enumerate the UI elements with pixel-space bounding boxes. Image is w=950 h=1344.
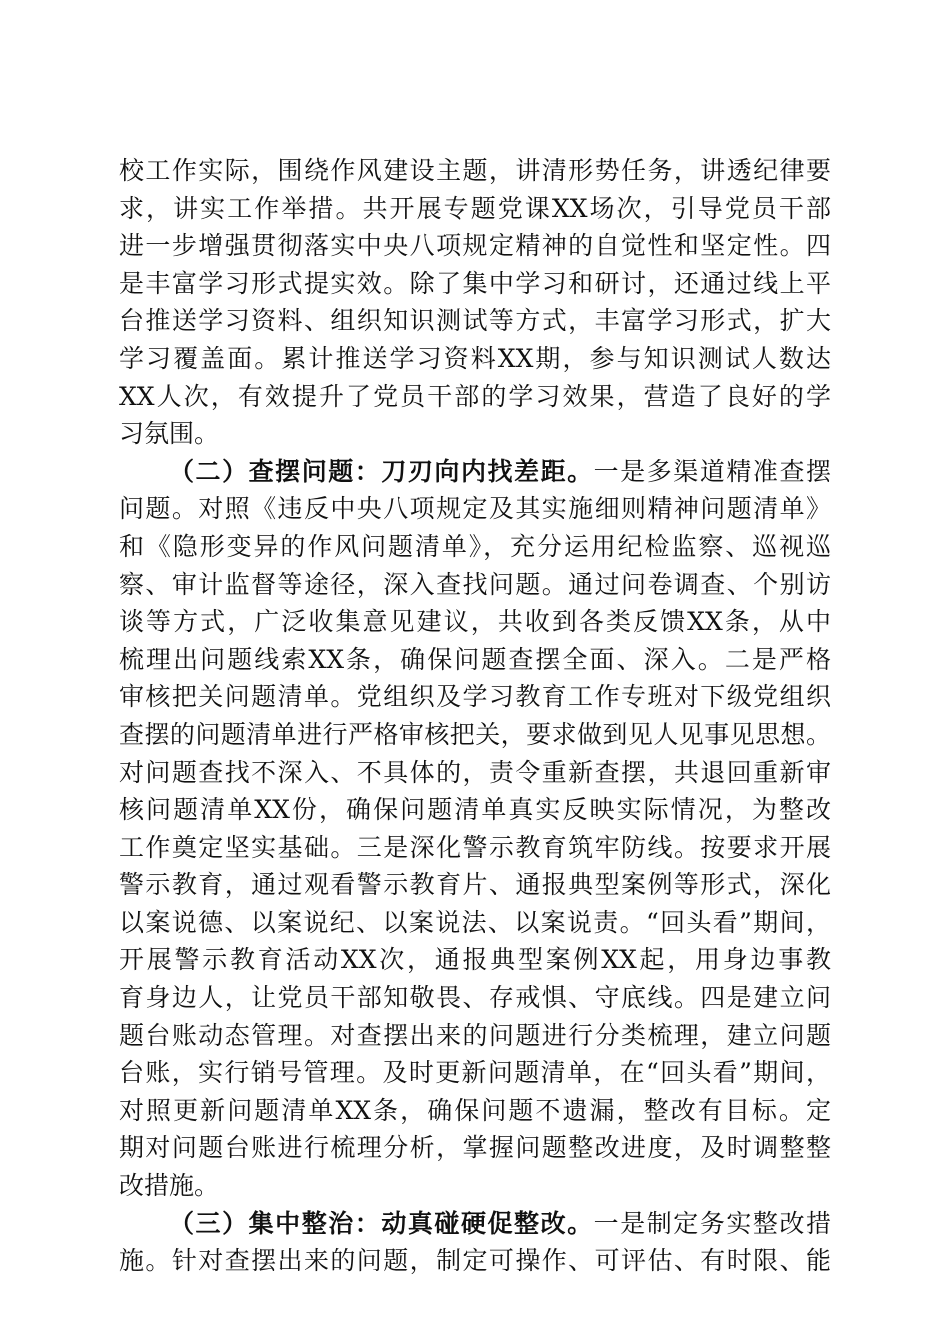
section-2-first-line-text: 一是多渠道精准查摆	[593, 456, 831, 486]
text-line: 对照更新问题清单XX条，确保问题不遗漏，整改有目标。定	[119, 1095, 831, 1125]
text-line: 施。针对查摆出来的问题，制定可操作、可评估、有时限、能	[119, 1246, 831, 1276]
text-line: 期对问题台账进行梳理分析，掌握问题整改进度，及时调整整	[119, 1133, 831, 1163]
text-line: 校工作实际，围绕作风建设主题，讲清形势任务，讲透纪律要	[119, 156, 831, 185]
text-line: 习氛围。	[119, 419, 220, 449]
text-line: 台账，实行销号管理。及时更新问题清单，在“回头看”期间，	[119, 1058, 831, 1088]
text-line: 谈等方式，广泛收集意见建议，共收到各类反馈XX条，从中	[119, 607, 831, 637]
section-3-first-line-text: 一是制定务实整改措	[593, 1208, 831, 1238]
section-2-first-line	[119, 453, 831, 491]
section-3-first-line	[119, 1205, 831, 1243]
text-line: 以案说德、以案说纪、以案说法、以案说责。“回头看”期间，	[119, 907, 831, 937]
document-body	[119, 152, 831, 1280]
text-line: 开展警示教育活动XX次，通报典型案例XX起，用身边事教	[119, 945, 831, 975]
section-3-heading: （三）集中整治：动真碰硬促整改。	[169, 1208, 594, 1238]
text-line: 查摆的问题清单进行严格审核把关，要求做到见人见事见思想。	[119, 719, 831, 749]
paragraph-1	[119, 152, 831, 453]
text-line: 警示教育，通过观看警示教育片、通报典型案例等形式，深化	[119, 870, 831, 900]
text-line: 育身边人，让党员干部知敬畏、存戒惧、守底线。四是建立问	[119, 983, 831, 1013]
text-line: 台推送学习资料、组织知识测试等方式，丰富学习形式，扩大	[119, 306, 831, 336]
text-line: 核问题清单XX份，确保问题清单真实反映实际情况，为整改	[119, 795, 831, 825]
text-line: 和《隐形变异的作风问题清单》，充分运用纪检监察、巡视巡	[119, 531, 831, 561]
text-line: 求，讲实工作举措。共开展专题党课XX场次，引导党员干部	[119, 193, 831, 223]
text-line: 对问题查找不深入、不具体的，责令重新查摆，共退回重新审	[119, 757, 831, 787]
section-3	[119, 1205, 831, 1280]
section-2	[119, 453, 831, 1205]
text-line: 梳理出问题线索XX条，确保问题查摆全面、深入。二是严格	[119, 644, 831, 674]
section-2-heading: （二）查摆问题：刀刃向内找差距。	[169, 456, 594, 486]
text-line: 改措施。	[119, 1171, 220, 1201]
text-line: 是丰富学习形式提实效。除了集中学习和研讨，还通过线上平	[119, 268, 831, 298]
text-line: 问题。对照《违反中央八项规定及其实施细则精神问题清单》	[119, 494, 831, 524]
text-line: 审核把关问题清单。党组织及学习教育工作专班对下级党组织	[119, 682, 831, 712]
text-line: 察、审计监督等途径，深入查找问题。通过问卷调查、个别访	[119, 569, 831, 599]
text-line: 题台账动态管理。对查摆出来的问题进行分类梳理，建立问题	[119, 1020, 831, 1050]
text-line: 工作奠定坚实基础。三是深化警示教育筑牢防线。按要求开展	[119, 832, 831, 862]
text-line: 进一步增强贯彻落实中央八项规定精神的自觉性和坚定性。四	[119, 231, 831, 261]
text-line: XX人次，有效提升了党员干部的学习效果，营造了良好的学	[119, 381, 831, 411]
text-line: 学习覆盖面。累计推送学习资料XX期，参与知识测试人数达	[119, 343, 831, 373]
